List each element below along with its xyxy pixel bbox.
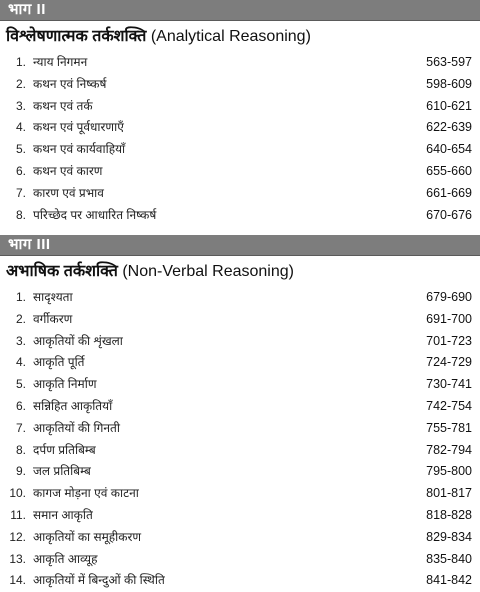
- toc-entry-number: 3.: [15, 98, 26, 113]
- toc-entry-pages: 755-781: [426, 420, 472, 435]
- toc-entry-number: 6.: [15, 163, 26, 178]
- toc-entry-pages: 679-690: [426, 290, 472, 304]
- toc-entry: [0, 461, 480, 483]
- toc-entry: [0, 374, 480, 396]
- toc-entry-number: 6.: [15, 398, 26, 413]
- toc-entry-pages: 622-639: [426, 120, 472, 135]
- toc-entry-title: कागज मोड़ना एवं काटना: [33, 486, 139, 501]
- toc-entry-title: आकृति आव्यूह: [33, 551, 98, 566]
- toc-entry: [0, 287, 480, 309]
- part-2-title-hindi: विश्लेषणात्मक तर्कशक्ति: [6, 28, 147, 45]
- toc-entry: [0, 52, 480, 74]
- part-2-header-bar: [0, 0, 480, 21]
- toc-entry-pages: 730-741: [426, 377, 472, 392]
- toc-entry-pages: 795-800: [426, 464, 472, 479]
- toc-entry: [0, 418, 480, 440]
- toc-entry-pages: 801-817: [426, 486, 472, 501]
- toc-entry-number: 11.: [10, 507, 26, 522]
- toc-entry-pages: 742-754: [426, 398, 472, 413]
- toc-entry-title: समान आकृति: [33, 507, 93, 522]
- toc-entry-title: दर्पण प्रतिबिम्ब: [33, 442, 96, 457]
- toc-entry-number: 5.: [15, 377, 26, 392]
- toc-entry-pages: 640-654: [426, 142, 472, 157]
- toc-entry-number: 9.: [15, 464, 26, 479]
- toc-entry-title: कथन एवं तर्क: [33, 98, 93, 113]
- toc-entry-title: वर्गीकरण: [33, 311, 73, 326]
- toc-entry-title: जल प्रतिबिम्ब: [33, 464, 91, 479]
- part-2-section-title: [6, 27, 311, 47]
- toc-entry: [0, 96, 480, 118]
- toc-entry-pages: 782-794: [426, 442, 472, 457]
- toc-entry-pages: 818-828: [426, 507, 472, 522]
- toc-entry-number: 7.: [15, 420, 26, 435]
- part-3-title-english: (Non-Verbal Reasoning): [122, 263, 294, 280]
- toc-entry-number: 2.: [15, 311, 26, 326]
- toc-entry: [0, 396, 480, 418]
- toc-entry-title: कथन एवं कार्यवाहियाँ: [33, 142, 126, 157]
- toc-entry: [0, 331, 480, 353]
- toc-entry-title: आकृतियों में बिन्दुओं की स्थिति: [33, 573, 165, 588]
- toc-entry-number: 2.: [15, 76, 26, 91]
- toc-entry-pages: 563-597: [426, 55, 472, 69]
- toc-entry-pages: 841-842: [426, 573, 472, 588]
- toc-entry: [0, 527, 480, 549]
- toc-entry-pages: 670-676: [426, 207, 472, 222]
- part-2-chapter-list: [0, 52, 480, 226]
- toc-entry-pages: 655-660: [426, 163, 472, 178]
- toc-entry-number: 4.: [15, 120, 26, 135]
- part-3-heading: भाग III: [8, 236, 51, 253]
- toc-entry-title: आकृतियों की शृंखला: [33, 333, 123, 348]
- part-2-heading: भाग II: [8, 1, 46, 18]
- toc-entry-pages: 829-834: [426, 529, 472, 544]
- toc-entry: [0, 161, 480, 183]
- part-3-header-bar: [0, 235, 480, 256]
- toc-entry-title: न्याय निगमन: [33, 55, 88, 69]
- toc-entry: [0, 74, 480, 96]
- toc-entry: [0, 117, 480, 139]
- toc-entry-number: 1.: [15, 290, 26, 304]
- toc-entry-number: 3.: [15, 333, 26, 348]
- toc-entry: [0, 309, 480, 331]
- toc-entry-number: 13.: [9, 551, 26, 566]
- toc-entry-title: सादृश्यता: [33, 290, 73, 304]
- toc-entry-pages: 598-609: [426, 76, 472, 91]
- toc-entry: [0, 205, 480, 227]
- toc-entry-title: सन्निहित आकृतियाँ: [33, 398, 113, 413]
- toc-entry-number: 4.: [15, 355, 26, 370]
- toc-entry-pages: 701-723: [426, 333, 472, 348]
- toc-entry-title: कथन एवं कारण: [33, 163, 103, 178]
- toc-entry-number: 1.: [15, 55, 26, 69]
- toc-entry: [0, 139, 480, 161]
- part-2-title-english: (Analytical Reasoning): [150, 28, 311, 45]
- toc-entry-number: 12.: [9, 529, 26, 544]
- toc-entry-number: 7.: [15, 185, 26, 200]
- toc-entry-number: 8.: [15, 442, 26, 457]
- toc-entry-number: 14.: [9, 573, 26, 588]
- toc-entry: [0, 505, 480, 527]
- toc-entry-title: कथन एवं पूर्वधारणाएँ: [33, 120, 124, 135]
- toc-entry-pages: 661-669: [426, 185, 472, 200]
- toc-entry-title: कथन एवं निष्कर्ष: [33, 76, 107, 91]
- toc-entry-title: आकृतियों का समूहीकरण: [33, 529, 142, 544]
- toc-entry-title: परिच्छेद पर आधारित निष्कर्ष: [33, 207, 157, 222]
- toc-entry-pages: 691-700: [426, 311, 472, 326]
- toc-entry: [0, 352, 480, 374]
- toc-entry: [0, 183, 480, 205]
- toc-entry-pages: 724-729: [426, 355, 472, 370]
- toc-entry-title: आकृतियों की गिनती: [33, 420, 120, 435]
- toc-entry-title: कारण एवं प्रभाव: [33, 185, 104, 200]
- part-3-section-title: [6, 262, 294, 282]
- part-3-title-hindi: अभाषिक तर्कशक्ति: [6, 263, 118, 280]
- toc-entry-number: 10.: [9, 486, 26, 501]
- toc-entry: [0, 483, 480, 505]
- toc-entry-title: आकृति पूर्ति: [33, 355, 85, 370]
- part-3-chapter-list: [0, 287, 480, 592]
- toc-entry-number: 8.: [15, 207, 26, 222]
- toc-entry-number: 5.: [15, 142, 26, 157]
- toc-entry-pages: 835-840: [426, 551, 472, 566]
- toc-entry: [0, 570, 480, 592]
- toc-entry: [0, 440, 480, 462]
- toc-entry-title: आकृति निर्माण: [33, 377, 97, 392]
- toc-entry: [0, 549, 480, 571]
- toc-entry-pages: 610-621: [426, 98, 472, 113]
